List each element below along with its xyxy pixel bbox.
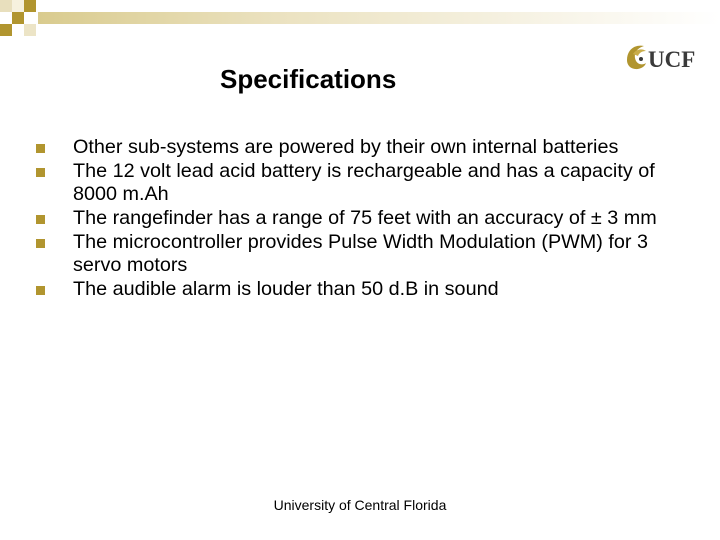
bullet-item: [36, 207, 686, 230]
square-bullet-icon: [36, 286, 45, 295]
logo-text: UCF: [648, 47, 696, 72]
bullet-text: The rangefinder has a range of 75 feet with an accuracy of ± 3 mm: [73, 206, 657, 229]
pegasus-icon: [627, 46, 646, 70]
square-bullet-icon: [36, 144, 45, 153]
bullet-text: Other sub-systems are powered by their own internal batteries: [73, 136, 619, 158]
slide-title: Specifications: [220, 64, 397, 94]
bullet-item: [36, 278, 686, 301]
square-bullet-icon: [36, 215, 45, 224]
bullet-text: The 12 volt lead acid battery is rechargeable and has a capacity of 8000 m.Ah: [73, 159, 655, 205]
bullet-text: The audible alarm is louder than 50 d.B in sound: [73, 277, 499, 300]
bullet-list: [36, 136, 686, 301]
bullet-item: [36, 136, 686, 159]
footer-text: University of Central Florida: [273, 497, 447, 513]
bullet-item: [36, 231, 686, 277]
bullet-item: [36, 160, 686, 206]
ucf-logo: [624, 40, 704, 74]
bullet-text: The microcontroller provides Pulse Width Modulation (PWM) for 3 servo motors: [73, 230, 648, 276]
square-bullet-icon: [36, 239, 45, 248]
square-bullet-icon: [36, 168, 45, 177]
top-decorative-band: [0, 0, 720, 46]
